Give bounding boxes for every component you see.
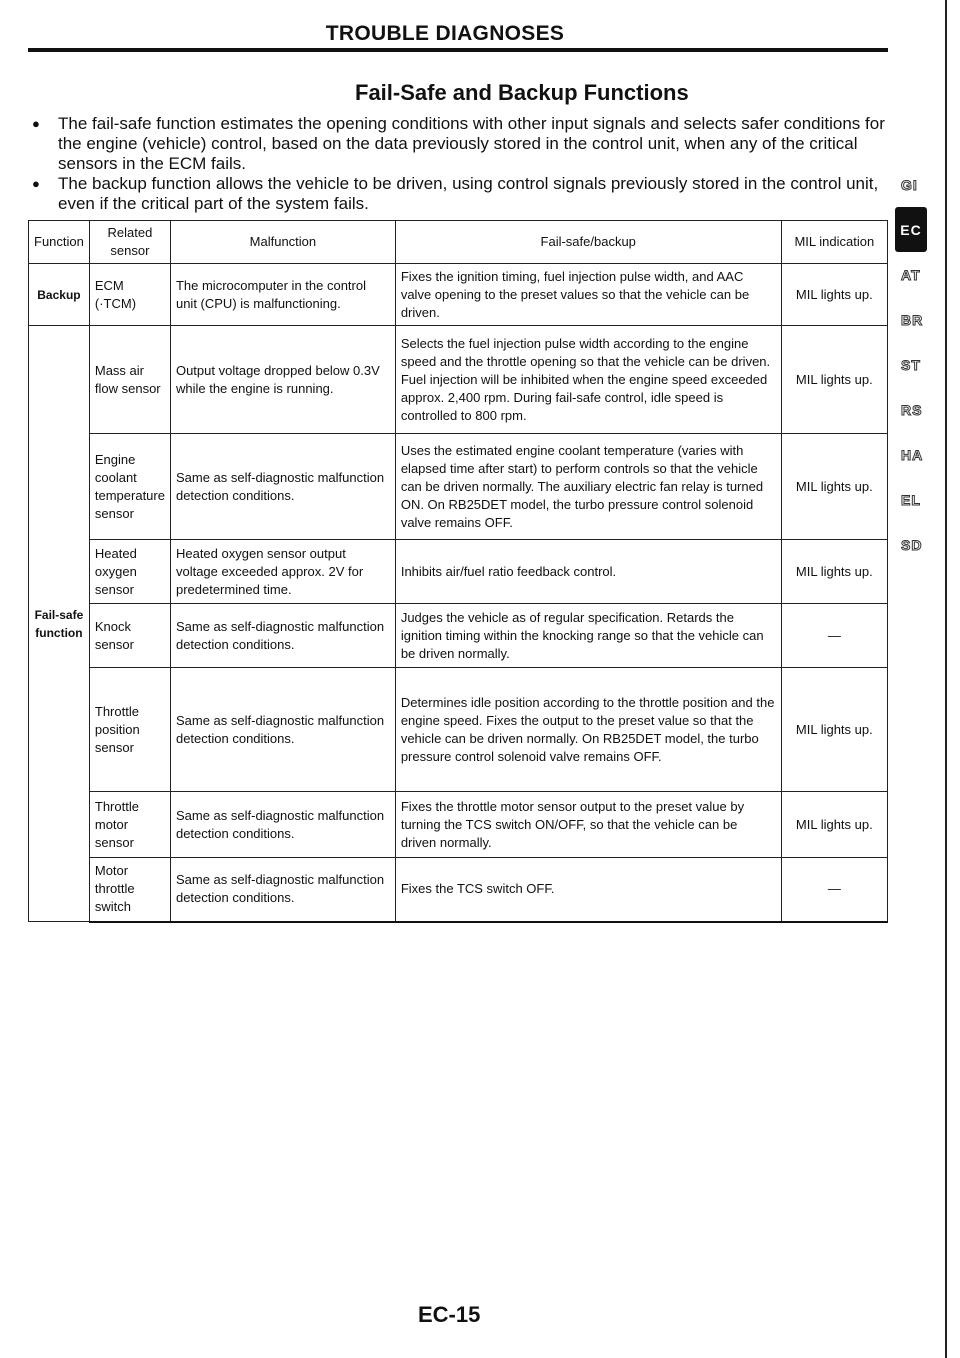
header-malfunction: Malfunction bbox=[170, 221, 395, 264]
cell-failsafe: Determines idle position according to the throttle position and the engine speed. Fixes the output to the preset value so that the vehicle can be driven normally. On RB25DET model, the turbo pressure control solenoid valve remains OFF. bbox=[395, 668, 781, 792]
table-row bbox=[29, 858, 888, 922]
table-row bbox=[29, 264, 888, 326]
table-row bbox=[29, 792, 888, 858]
cell-failsafe: Selects the fuel injection pulse width according to the engine speed and the throttle opening so that the vehicle can be driven. Fuel injection will be inhibited when the engine speed exceeded approx. 2,400 rpm. During fail-safe control, idle speed is controlled to 800 rpm. bbox=[395, 326, 781, 434]
table-row bbox=[29, 434, 888, 540]
cell-mil: MIL lights up. bbox=[781, 792, 887, 858]
header-mil: MIL indication bbox=[781, 221, 887, 264]
cell-mil: — bbox=[781, 858, 887, 922]
failsafe-table bbox=[28, 220, 888, 923]
cell-failsafe: Judges the vehicle as of regular specification. Retards the ignition timing within the knocking range so that the vehicle can be driven normally. bbox=[395, 604, 781, 668]
group-failsafe: Fail-safe function bbox=[29, 326, 90, 922]
header-failsafe: Fail-safe/backup bbox=[395, 221, 781, 264]
table-row bbox=[29, 540, 888, 604]
section-tabs bbox=[895, 162, 945, 567]
cell-sensor: Engine coolant temperature sensor bbox=[89, 434, 170, 540]
table-header-row bbox=[29, 221, 888, 264]
cell-failsafe: Fixes the TCS switch OFF. bbox=[395, 858, 781, 922]
cell-malfunction: Same as self-diagnostic malfunction detection conditions. bbox=[170, 604, 395, 668]
page-edge-line bbox=[945, 0, 947, 1358]
bullet-icon: ● bbox=[32, 116, 40, 131]
cell-mil: MIL lights up. bbox=[781, 668, 887, 792]
cell-failsafe: Uses the estimated engine coolant temperature (varies with elapsed time after start) to perform controls so that the vehicle can be driven normally. The auxiliary electric fan relay is turned ON. On RB25DET model, the turbo pressure control solenoid valve remains OFF. bbox=[395, 434, 781, 540]
section-tab-ec[interactable]: EC bbox=[895, 207, 927, 252]
cell-sensor: Heated oxygen sensor bbox=[89, 540, 170, 604]
page-header-title: TROUBLE DIAGNOSES bbox=[325, 22, 565, 45]
cell-malfunction: Same as self-diagnostic malfunction detection conditions. bbox=[170, 858, 395, 922]
header-rule bbox=[28, 48, 888, 52]
cell-failsafe: Fixes the ignition timing, fuel injection pulse width, and AAC valve opening to the preset values so that the vehicle can be driven. bbox=[395, 264, 781, 326]
page-number: EC-15 bbox=[418, 1302, 481, 1327]
intro-list bbox=[30, 114, 890, 214]
cell-failsafe: Fixes the throttle motor sensor output to the preset value by turning the TCS switch ON/OFF, so that the vehicle can be driven normally. bbox=[395, 792, 781, 858]
section-tab-gi[interactable]: GI bbox=[901, 176, 918, 193]
section-tab-rs[interactable]: RS bbox=[901, 401, 923, 418]
cell-malfunction: Heated oxygen sensor output voltage exceeded approx. 2V for predetermined time. bbox=[170, 540, 395, 604]
cell-sensor: Throttle position sensor bbox=[89, 668, 170, 792]
cell-mil: MIL lights up. bbox=[781, 264, 887, 326]
cell-mil: MIL lights up. bbox=[781, 540, 887, 604]
section-tab-sd[interactable]: SD bbox=[901, 536, 923, 553]
bullet-icon: ● bbox=[32, 176, 40, 191]
cell-mil: — bbox=[781, 604, 887, 668]
cell-malfunction: Output voltage dropped below 0.3V while the engine is running. bbox=[170, 326, 395, 434]
section-tab-at[interactable]: AT bbox=[901, 266, 921, 283]
table-row bbox=[29, 326, 888, 434]
cell-mil: MIL lights up. bbox=[781, 326, 887, 434]
cell-sensor: Motor throttle switch bbox=[89, 858, 170, 922]
table-row bbox=[29, 668, 888, 792]
section-title: Fail-Safe and Backup Functions bbox=[355, 80, 689, 105]
section-tab-el[interactable]: EL bbox=[901, 491, 921, 508]
group-backup: Backup bbox=[29, 264, 90, 326]
cell-malfunction: Same as self-diagnostic malfunction detection conditions. bbox=[170, 434, 395, 540]
header-sensor: Related sensor bbox=[89, 221, 170, 264]
cell-malfunction: Same as self-diagnostic malfunction detection conditions. bbox=[170, 668, 395, 792]
intro-text: The fail-safe function estimates the opening conditions with other input signals and selects safer conditions for the engine (vehicle) control, based on the data previously stored in the control unit, when any of the critical sensors in the ECM fails. bbox=[58, 114, 885, 173]
cell-mil: MIL lights up. bbox=[781, 434, 887, 540]
intro-item-failsafe bbox=[30, 114, 890, 174]
cell-sensor: Throttle motor sensor bbox=[89, 792, 170, 858]
cell-malfunction: Same as self-diagnostic malfunction detection conditions. bbox=[170, 792, 395, 858]
cell-sensor: Mass air flow sensor bbox=[89, 326, 170, 434]
cell-malfunction: The microcomputer in the control unit (CPU) is malfunctioning. bbox=[170, 264, 395, 326]
header-function: Function bbox=[29, 221, 90, 264]
cell-failsafe: Inhibits air/fuel ratio feedback control. bbox=[395, 540, 781, 604]
cell-sensor: ECM (·TCM) bbox=[89, 264, 170, 326]
table-row bbox=[29, 604, 888, 668]
intro-text: The backup function allows the vehicle to be driven, using control signals previously stored in the control unit, even if the critical part of the system fails. bbox=[58, 174, 879, 213]
intro-item-backup bbox=[30, 174, 890, 214]
cell-sensor: Knock sensor bbox=[89, 604, 170, 668]
section-tab-st[interactable]: ST bbox=[901, 356, 921, 373]
section-tab-ha[interactable]: HA bbox=[901, 446, 924, 463]
section-tab-br[interactable]: BR bbox=[901, 311, 924, 328]
